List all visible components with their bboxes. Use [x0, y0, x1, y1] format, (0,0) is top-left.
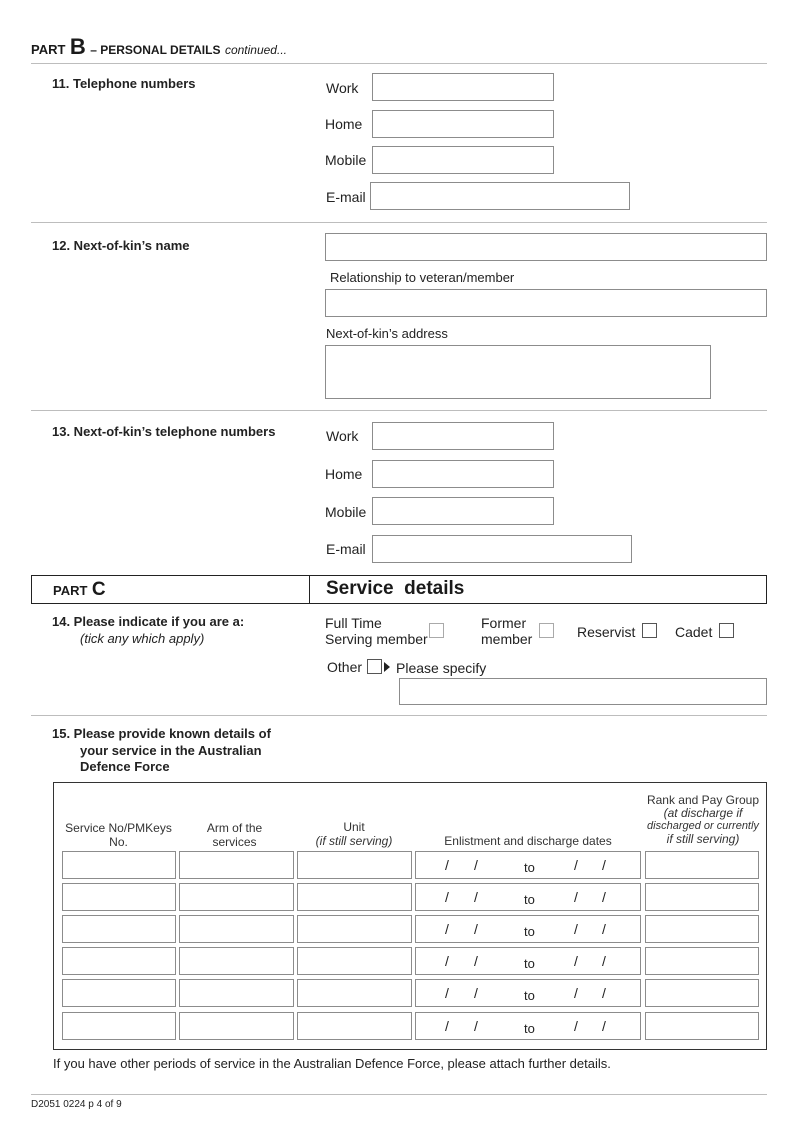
q13-mobile-label: Mobile [325, 504, 367, 520]
part-b-header [31, 34, 287, 60]
date-to: to [524, 1021, 535, 1036]
former-member-checkbox[interactable] [539, 623, 554, 638]
rank-cell[interactable] [645, 883, 759, 911]
unit-cell[interactable] [297, 947, 412, 975]
q14-sublabel: (tick any which apply) [80, 631, 205, 646]
q13-label: 13. Next-of-kin’s telephone numbers [52, 424, 276, 439]
former-label-line2: member [481, 631, 533, 647]
service-no-cell[interactable] [62, 1012, 176, 1040]
full-time-label-line1: Full Time [325, 615, 382, 631]
date-slash: / [602, 1018, 606, 1034]
other-checkbox[interactable] [367, 659, 382, 674]
col-arm-header: Arm of the services [206, 821, 263, 849]
divider [31, 63, 767, 64]
reservist-checkbox[interactable] [642, 623, 657, 638]
date-slash: / [445, 857, 449, 873]
footer-code: D2051 0224 p 4 of 9 [31, 1099, 122, 1110]
date-slash: / [602, 889, 606, 905]
arm-cell[interactable] [179, 1012, 294, 1040]
part-word: PART [31, 42, 66, 57]
q13-work-input[interactable] [372, 422, 554, 450]
date-slash: / [574, 921, 578, 937]
part-c-header [31, 575, 767, 604]
reservist-label: Reservist [577, 624, 636, 640]
col-rank-header: Rank and Pay Group (at discharge if discharged or currently if still serving) [646, 793, 760, 846]
q11-home-input[interactable] [372, 110, 554, 138]
date-to: to [524, 988, 535, 1003]
date-slash: / [574, 1018, 578, 1034]
part-word: PART [53, 583, 88, 598]
divider [31, 715, 767, 716]
date-slash: / [474, 985, 478, 1001]
part-title: – PERSONAL DETAILS [90, 43, 221, 57]
date-slash: / [602, 857, 606, 873]
q11-email-input[interactable] [370, 182, 630, 210]
date-slash: / [474, 857, 478, 873]
date-to: to [524, 860, 535, 875]
arm-cell[interactable] [179, 883, 294, 911]
unit-cell[interactable] [297, 851, 412, 879]
arm-cell[interactable] [179, 851, 294, 879]
date-slash: / [602, 985, 606, 1001]
service-no-cell[interactable] [62, 947, 176, 975]
service-no-cell[interactable] [62, 915, 176, 943]
arm-cell[interactable] [179, 979, 294, 1007]
arrow-right-icon [384, 662, 390, 672]
q13-email-input[interactable] [372, 535, 632, 563]
unit-cell[interactable] [297, 883, 412, 911]
col-unit-header: Unit (if still serving) [315, 820, 393, 848]
rank-cell[interactable] [645, 851, 759, 879]
q12-address-label: Next-of-kin’s address [326, 326, 448, 341]
unit-cell[interactable] [297, 915, 412, 943]
cadet-label: Cadet [675, 624, 713, 640]
q12-name-input[interactable] [325, 233, 767, 261]
date-to: to [524, 924, 535, 939]
date-slash: / [602, 921, 606, 937]
q15-label-line2: your service in the Australian [80, 743, 262, 758]
date-slash: / [445, 889, 449, 905]
q12-label: 12. Next-of-kin’s name [52, 238, 190, 253]
date-slash: / [445, 1018, 449, 1034]
rank-cell[interactable] [645, 979, 759, 1007]
q11-email-label: E-mail [326, 189, 366, 205]
former-label-line1: Former [481, 615, 527, 631]
q13-home-label: Home [325, 466, 363, 482]
date-slash: / [574, 985, 578, 1001]
q12-relationship-input[interactable] [325, 289, 767, 317]
part-c-label [53, 579, 106, 601]
rank-cell[interactable] [645, 1012, 759, 1040]
part-c-title: Service details [326, 578, 465, 599]
date-slash: / [474, 889, 478, 905]
date-slash: / [574, 953, 578, 969]
divider [31, 410, 767, 411]
q12-address-input[interactable] [325, 345, 711, 399]
q13-home-input[interactable] [372, 460, 554, 488]
date-slash: / [445, 985, 449, 1001]
col-service-no-header: Service No/PMKeys No. [65, 821, 172, 849]
service-no-cell[interactable] [62, 851, 176, 879]
other-label: Other [327, 659, 363, 675]
divider [31, 222, 767, 223]
q11-mobile-label: Mobile [325, 152, 367, 168]
continued-text: continued... [224, 43, 287, 57]
q11-mobile-input[interactable] [372, 146, 554, 174]
unit-cell[interactable] [297, 979, 412, 1007]
q13-email-label: E-mail [326, 541, 366, 557]
part-letter: B [69, 34, 86, 59]
q11-label: 11. Telephone numbers [52, 76, 196, 91]
part-letter: C [91, 579, 106, 600]
q13-work-label: Work [326, 428, 359, 444]
q15-label-line1: 15. Please provide known details of [52, 726, 271, 741]
date-slash: / [445, 953, 449, 969]
date-slash: / [574, 889, 578, 905]
footer-divider [31, 1094, 767, 1095]
date-slash: / [602, 953, 606, 969]
cadet-checkbox[interactable] [719, 623, 734, 638]
col-dates-header: Enlistment and discharge dates [444, 834, 612, 848]
q15-label-line3: Defence Force [80, 759, 170, 774]
rank-cell[interactable] [645, 915, 759, 943]
part-c-divider [309, 576, 310, 603]
q11-work-input[interactable] [372, 73, 554, 101]
date-slash: / [445, 921, 449, 937]
arm-cell[interactable] [179, 947, 294, 975]
q11-home-label: Home [325, 116, 363, 132]
arm-cell[interactable] [179, 915, 294, 943]
q15-note: If you have other periods of service in the Australian Defence Force, please attach further details. [53, 1056, 611, 1071]
q11-work-label: Work [326, 80, 359, 96]
q12-relationship-label: Relationship to veteran/member [330, 270, 515, 285]
date-to: to [524, 956, 535, 971]
please-specify-label: Please specify [396, 660, 487, 676]
unit-cell[interactable] [297, 1012, 412, 1040]
q14-label: 14. Please indicate if you are a: [52, 614, 245, 629]
date-to: to [524, 892, 535, 907]
date-slash: / [574, 857, 578, 873]
rank-cell[interactable] [645, 947, 759, 975]
date-slash: / [474, 953, 478, 969]
service-no-cell[interactable] [62, 883, 176, 911]
q13-mobile-input[interactable] [372, 497, 554, 525]
date-slash: / [474, 1018, 478, 1034]
full-time-checkbox[interactable] [429, 623, 444, 638]
date-slash: / [474, 921, 478, 937]
full-time-label-line2: Serving member [325, 631, 428, 647]
other-specify-input[interactable] [399, 678, 767, 705]
service-no-cell[interactable] [62, 979, 176, 1007]
